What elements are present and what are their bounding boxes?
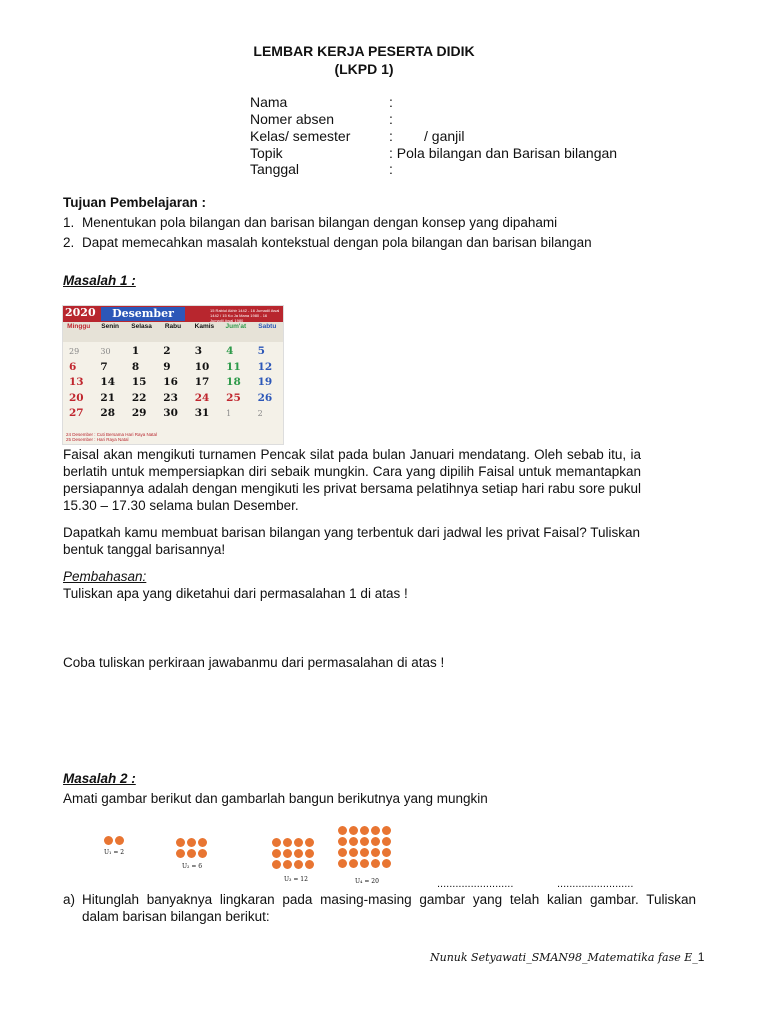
pattern-circle xyxy=(176,838,185,847)
pattern-circle xyxy=(382,826,391,835)
pattern-circle xyxy=(360,859,369,868)
calendar-date: 22 xyxy=(131,391,147,404)
info-value-absen: : xyxy=(389,111,393,127)
pattern-circle xyxy=(187,838,196,847)
calendar-date: 24 xyxy=(194,391,210,404)
footer-author: Nunuk Setyawati_SMAN98_Matematika fase E_ xyxy=(430,951,698,964)
info-value-tanggal: : xyxy=(389,161,393,177)
pattern-circle xyxy=(198,838,207,847)
calendar-footnote xyxy=(66,432,157,442)
pattern-circle xyxy=(360,826,369,835)
calendar-weekday: Kamis xyxy=(194,323,215,330)
calendar-date: 27 xyxy=(69,407,84,419)
calendar-date: 16 xyxy=(163,376,178,388)
page-number: 1 xyxy=(697,950,705,964)
calendar-date: 30 xyxy=(163,407,178,419)
figure-label-u2: U₂ = 6 xyxy=(182,863,203,870)
calendar-weekday: Selasa xyxy=(131,323,152,330)
objective-item: Dapat memecahkan masalah kontekstual dengan pola bilangan dan barisan bilangan xyxy=(82,235,592,250)
calendar-date: 2 xyxy=(257,409,263,418)
pattern-circle xyxy=(305,838,314,847)
figure-label-u3: U₃ = 12 xyxy=(284,876,308,883)
figure-label-u4: U₄ = 20 xyxy=(355,878,379,885)
calendar-footnote-line: 24 Desember : Cuti Bersama Hari Raya Natal xyxy=(66,432,158,437)
calendar-footnote-line: 25 Desember : Hari Raya Natal xyxy=(66,437,129,442)
problem-1-question: Dapatkah kamu membuat barisan bilangan yang terbentuk dari jadwal les privat Faisal? Tuliskan bentuk tanggal barisannya! xyxy=(63,525,641,557)
calendar-date: 14 xyxy=(100,376,116,388)
pattern-circle xyxy=(338,837,347,846)
calendar-year: 2020 xyxy=(65,306,96,319)
calendar-date: 29 xyxy=(131,407,147,419)
pattern-circle xyxy=(349,826,358,835)
pattern-circle xyxy=(294,849,303,858)
info-label-tanggal: Tanggal xyxy=(250,161,300,177)
objective-number: 1. xyxy=(63,215,75,230)
calendar-date: 31 xyxy=(194,407,210,419)
calendar-date: 28 xyxy=(100,407,116,419)
calendar-date: 11 xyxy=(226,360,241,373)
pattern-circle xyxy=(382,837,391,846)
question-a-text: Hitunglah banyaknya lingkaran pada masing-masing gambar yang telah kalian gambar. Tuliskan dalam barisan bilangan berikut: xyxy=(82,892,696,924)
pattern-circle xyxy=(283,838,292,847)
calendar-date: 13 xyxy=(69,376,84,388)
problem-2-instruction: Amati gambar berikut dan gambarlah bangun berikutnya yang mungkin xyxy=(63,791,488,806)
pattern-circle xyxy=(305,860,314,869)
pattern-circle xyxy=(104,836,113,845)
calendar-header xyxy=(63,306,283,322)
pattern-circle xyxy=(360,837,369,846)
calendar-date: 18 xyxy=(226,376,241,388)
info-label-nama: Nama xyxy=(250,94,288,110)
calendar-date: 5 xyxy=(257,345,265,357)
calendar-date: 1 xyxy=(131,345,140,357)
pattern-circle xyxy=(272,838,281,847)
discussion-prompt-estimate: Coba tuliskan perkiraan jawabanmu dari permasalahan di atas ! xyxy=(63,655,445,670)
pattern-circle xyxy=(272,860,281,869)
info-label-topik: Topik xyxy=(250,145,283,161)
calendar-date: 17 xyxy=(194,376,210,388)
pattern-circle xyxy=(283,849,292,858)
pattern-circle xyxy=(371,837,380,846)
pattern-circle xyxy=(338,859,347,868)
worksheet-subtitle: (LKPD 1) xyxy=(334,61,394,77)
calendar-date: 6 xyxy=(69,360,77,373)
calendar-date: 21 xyxy=(100,391,116,404)
pattern-circle xyxy=(371,848,380,857)
calendar-date: 12 xyxy=(257,360,273,373)
calendar-date: 29 xyxy=(69,347,80,356)
pattern-circle xyxy=(349,859,358,868)
pattern-circle xyxy=(360,848,369,857)
pattern-circle xyxy=(187,849,196,858)
calendar-weekday: Senin xyxy=(101,323,119,330)
calendar-date: 9 xyxy=(163,360,171,373)
pattern-circle xyxy=(382,848,391,857)
discussion-prompt-known: Tuliskan apa yang diketahui dari permasalahan 1 di atas ! xyxy=(63,586,408,601)
calendar-date: 20 xyxy=(69,391,84,404)
info-label-absen: Nomer absen xyxy=(250,111,335,127)
pattern-circle xyxy=(283,860,292,869)
calendar-weekdays xyxy=(63,322,283,342)
pattern-circle xyxy=(382,859,391,868)
calendar-weekday: Jum'at xyxy=(225,323,247,330)
problem-2-heading: Masalah 2 : xyxy=(63,771,136,786)
calendar-dates xyxy=(63,342,283,423)
pattern-circle xyxy=(338,826,347,835)
problem-1-story: Faisal akan mengikuti turnamen Pencak silat pada bulan Januari mendatang. Oleh sebab itu, ia berlatih untuk mempersiapkan diri sebaik mungkin. Cara yang dipilih Faisal untuk memantapkan persiapannya adalah dengan mengikuti les privat bersama pelatihnya setiap hari rabu sore pukul 15.30 – 17.30 selama bulan Desember. xyxy=(63,447,641,513)
page-footer xyxy=(430,950,704,964)
calendar-date: 8 xyxy=(131,360,140,373)
problem-1-heading: Masalah 1 : xyxy=(63,273,136,288)
calendar-date: 25 xyxy=(226,391,241,404)
pattern-circle xyxy=(272,849,281,858)
objectives-heading: Tujuan Pembelajaran : xyxy=(63,195,207,210)
pattern-circle xyxy=(115,836,124,845)
pattern-circle xyxy=(371,859,380,868)
objective-item: Menentukan pola bilangan dan barisan bilangan dengan konsep yang dipahami xyxy=(82,215,558,230)
info-value-kelas: : / ganjil xyxy=(389,128,465,144)
answer-blank-u5[interactable]: ......................... xyxy=(437,878,514,890)
calendar-hijri-note: 15 Rabiul Akhir 1442 - 16 Jumadil Awal 1442 / 15 Ko Ja Mana 1980 - 16 Jumadil Awal 1980 xyxy=(210,308,280,323)
objective-number: 2. xyxy=(63,235,75,250)
calendar-date: 7 xyxy=(100,360,108,373)
calendar-date: 15 xyxy=(131,376,147,388)
calendar-date: 30 xyxy=(100,347,111,356)
figure-label-u1: U₁ = 2 xyxy=(104,849,125,856)
info-label-kelas: Kelas/ semester xyxy=(250,128,351,144)
pattern-circle xyxy=(349,848,358,857)
worksheet-title: LEMBAR KERJA PESERTA DIDIK xyxy=(253,43,475,59)
question-a-label: a) xyxy=(63,892,76,907)
calendar-date: 10 xyxy=(194,360,210,373)
pattern-circle xyxy=(294,860,303,869)
pattern-circle xyxy=(349,837,358,846)
pattern-circle xyxy=(198,849,207,858)
calendar-date: 23 xyxy=(163,391,178,404)
calendar-date: 3 xyxy=(194,345,203,357)
calendar-date: 2 xyxy=(163,345,171,357)
discussion-heading: Pembahasan: xyxy=(63,569,147,584)
pattern-circle xyxy=(371,826,380,835)
calendar-date: 26 xyxy=(257,391,273,404)
pattern-circle xyxy=(338,848,347,857)
calendar-weekday: Rabu xyxy=(164,323,182,330)
calendar-month: Desember xyxy=(101,307,185,321)
calendar-date: 4 xyxy=(226,345,234,357)
answer-blank-u6[interactable]: ......................... xyxy=(557,878,634,890)
calendar-date: 19 xyxy=(257,376,273,388)
calendar-weekday: Sabtu xyxy=(258,323,277,330)
pattern-circle xyxy=(305,849,314,858)
december-calendar xyxy=(62,305,284,445)
calendar-date: 1 xyxy=(226,409,232,418)
pattern-circle xyxy=(176,849,185,858)
pattern-circle xyxy=(294,838,303,847)
calendar-weekday: Minggu xyxy=(67,323,91,330)
info-value-nama: : xyxy=(389,94,393,110)
info-value-topik: : Pola bilangan dan Barisan bilangan xyxy=(389,145,618,161)
